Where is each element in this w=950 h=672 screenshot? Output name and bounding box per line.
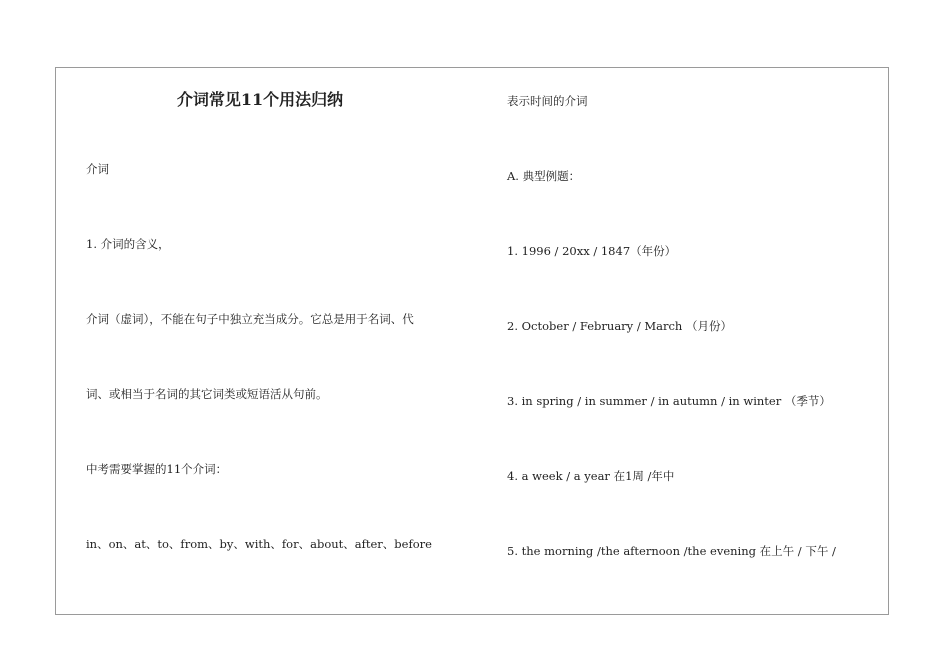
left-text-line: 中考需要掌握的11个介词： [86, 462, 228, 476]
right-column-heading: 表示时间的介词 [507, 94, 588, 108]
left-text-line: in、on、at、to、from、by、with、for、about、after、before [86, 537, 432, 551]
left-text-line: 介词（虚词），不能在句子中独立充当成分。它总是用于名词、代 [86, 312, 414, 326]
right-text-line: 2. October / February / March （月份） [507, 319, 732, 333]
right-text-line: 4. a week / a year 在1周 /年中 [507, 469, 675, 483]
right-text-line: 3. in spring / in summer / in autumn / in winter （季节） [507, 394, 831, 408]
document-page-frame [55, 67, 889, 615]
left-text-line: 词、或相当于名词的其它词类或短语活从句前。 [86, 387, 328, 401]
right-text-line: 5. the morning /the afternoon /the evening 在上午 / 下午 / [507, 544, 836, 558]
left-text-line: 1. 介词的含义， [86, 237, 170, 251]
right-text-line: 1. 1996 / 20xx / 1847（年份） [507, 244, 677, 258]
left-text-line: 介词 [86, 162, 109, 176]
document-title: 介词常见11个用法归纳 [176, 90, 344, 109]
right-text-line: A. 典型例题： [507, 169, 581, 183]
